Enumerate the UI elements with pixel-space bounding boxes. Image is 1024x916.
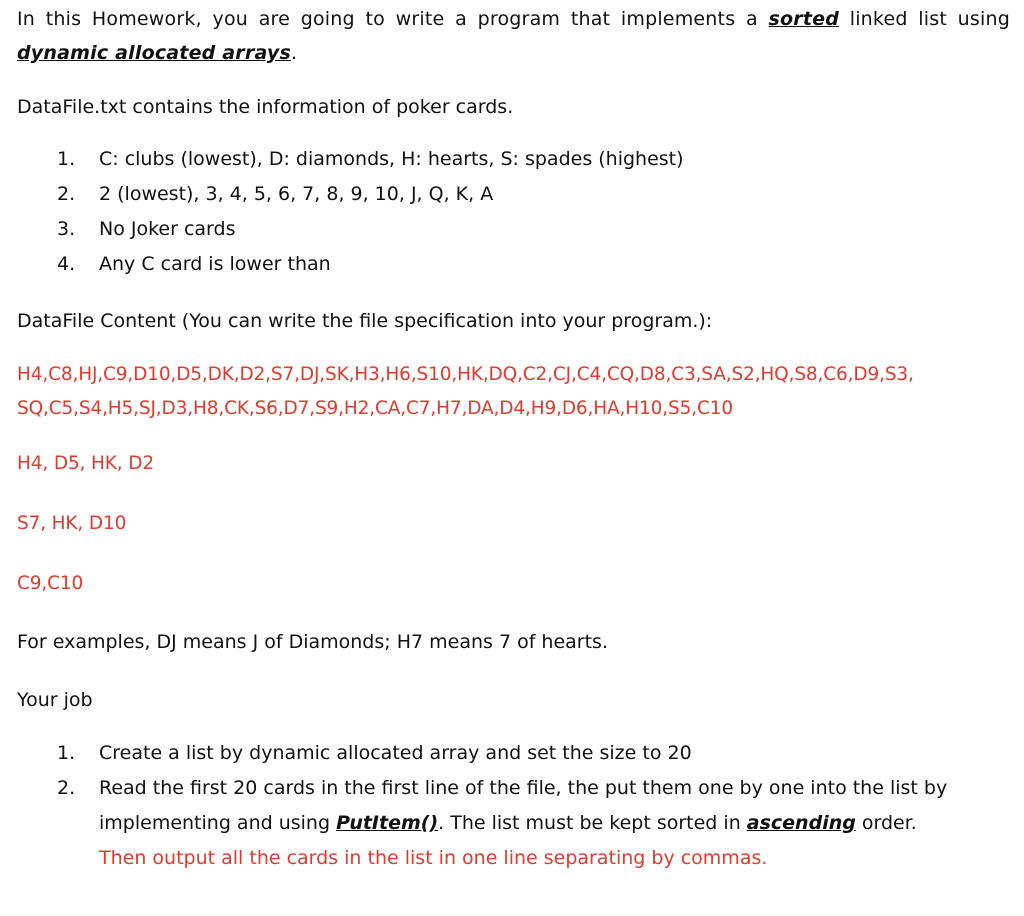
list-item [17,142,1010,177]
job-heading: Your job [17,689,93,711]
intro-text-1: In this Homework, you are going to write a program that implements a [17,8,769,30]
examples-text: For examples, DJ means J of Diamonds; H7 means 7 of hearts. [17,631,608,653]
emphasis-ascending: ascending [746,812,856,834]
list-text-3: order. [855,812,917,834]
list-text-2: . The list must be kept sorted in [438,812,747,834]
emphasis-putitem: PutItem() [336,812,439,834]
intro-paragraph [17,2,1010,70]
data-line-1b: SQ,C5,S4,H5,SJ,D3,H8,CK,S6,D7,S9,H2,CA,C7,H7,DA,D4,H9,D6,HA,H10,S5,C10 [17,398,733,419]
data-line-1a: H4,C8,HJ,C9,D10,D5,DK,D2,S7,DJ,SK,H3,H6,S10,HK,DQ,C2,CJ,C4,CQ,D8,C3,SA,S2,HQ,S8,C6,D9,S3, [17,364,914,385]
list-text: 2 (lowest), 3, 4, 5, 6, 7, 8, 9, 10, J, Q, K, A [99,183,494,205]
list-item [17,247,1010,282]
data-block [17,358,1010,601]
list-item [17,177,1010,212]
data-line-3: S7, HK, D10 [17,513,127,534]
intro-text-3: . [290,42,298,64]
list-item [17,771,1010,876]
content-heading: DataFile Content (You can write the file specification into your program.): [17,310,713,332]
data-line-4: C9,C10 [17,573,84,594]
list-number: 1. [57,742,76,764]
list-text-1: Read the first 20 cards in the first line of the file, the put them one by one into the list by implementing and using [99,777,948,834]
emphasis-dynamic-arrays: dynamic allocated arrays [17,42,291,64]
list-number: 2. [57,183,76,205]
intro-text-2: linked list using [839,8,1010,30]
list-number: 2. [57,777,76,799]
emphasis-sorted: sorted [768,8,840,30]
output-instruction: Then output all the cards in the list in one line separating by commas. [99,847,768,869]
datafile-intro: DataFile.txt contains the information of poker cards. [17,96,514,118]
list-text: Create a list by dynamic allocated array and set the size to 20 [99,742,692,764]
list-item [17,212,1010,247]
list-number: 1. [57,148,76,170]
list-item [17,736,1010,771]
list-text: Any C card is lower than [99,253,331,275]
list-number: 3. [57,218,76,240]
rules-list [17,142,1010,282]
job-list [17,736,1010,876]
data-line-2: H4, D5, HK, D2 [17,453,154,474]
list-number: 4. [57,253,76,275]
list-text: No Joker cards [99,218,236,240]
list-text: C: clubs (lowest), D: diamonds, H: hearts, S: spades (highest) [99,148,684,170]
